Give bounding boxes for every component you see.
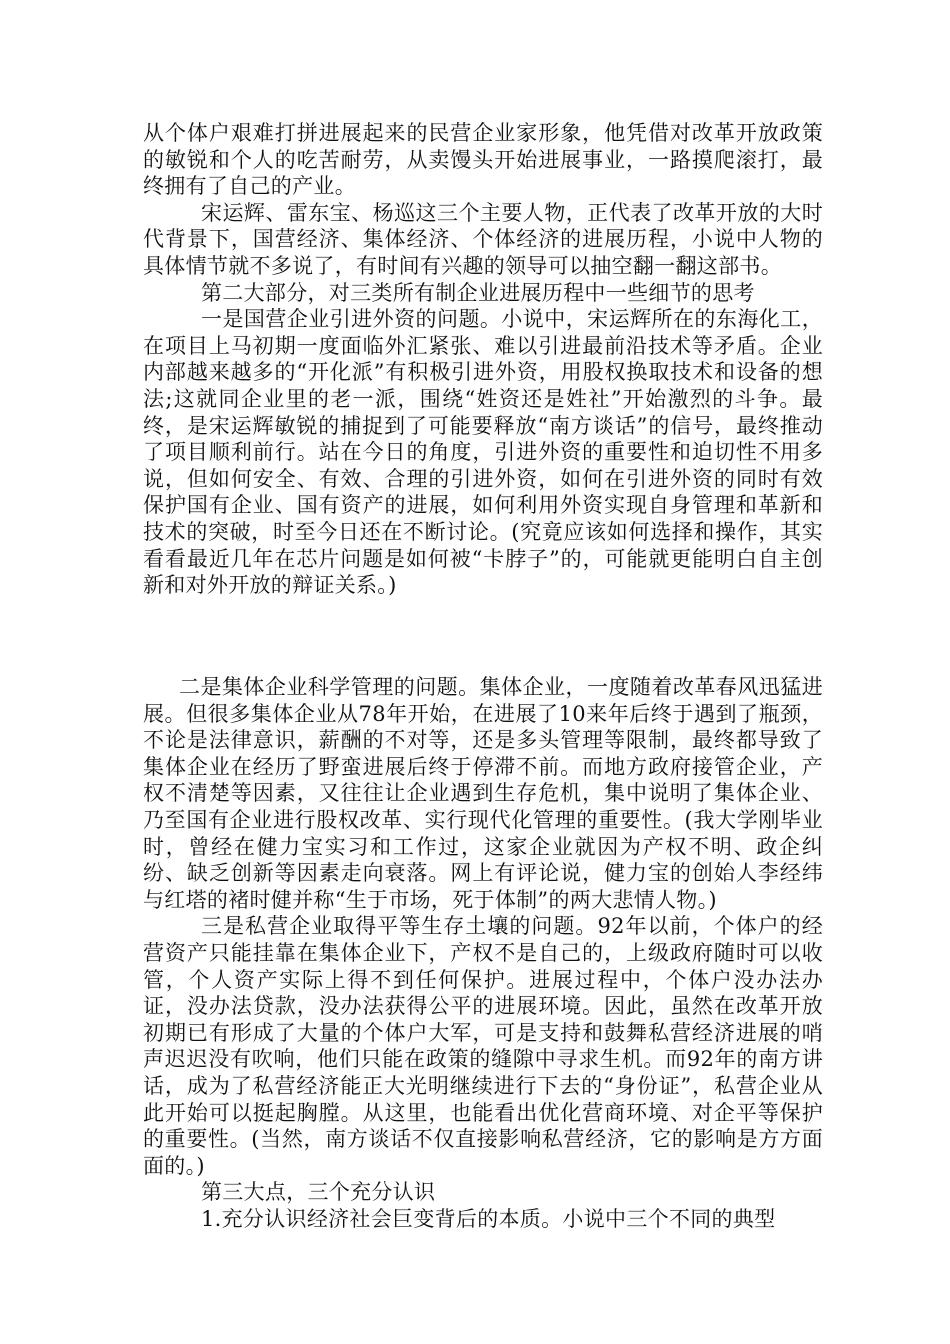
paragraph-collective-enterprise: 二是集体企业科学管理的问题。集体企业，一度随着改革春风迅猛进展。但很多集体企业从78年开始，在进展了10来年后终于遇到了瓶颈，不论是法律意识，薪酬的不对等，还是多头管理等限制，最终都导致了集体企业在经历了野蛮进展后终于停滞不前。而地方政府接管企业，产权不清楚等因素，又往往让企业遇到生存危机，集中说明了集体企业、乃至国有企业进行股权改革、实行现代化管理的重要性。(我大学刚毕业时，曾经在健力宝实习和工作过，这家企业就因为产权不明、政企纠纷、缺乏创新等因素走向衰落。网上有评论说，健力宝的创始人李经纬与红塔的褚时健并称“生于市场，死于体制”的两大悲情人物。) xyxy=(143,675,823,912)
paragraph-private-enterprise: 三是私营企业取得平等生存土壤的问题。92年以前，个体户的经营资产只能挂靠在集体企业下，产权不是自己的，上级政府随时可以收管，个人资产实际上得不到任何保护。进展过程中，个体户没办法办证，没办法贷款，没办法获得公平的进展环境。因此，虽然在改革开放初期已有形成了大量的个体户大军，可是支持和鼓舞私营经济进展的哨声迟迟没有吹响，他们只能在政策的缝隙中寻求生机。而92年的南方讲话，成为了私营经济能正大光明继续进行下去的“身份证”，私营企业从此开始可以挺起胸膛。从这里，也能看出优化营商环境、对企平等保护的重要性。(当然，南方谈话不仅直接影响私营经济，它的影响是方方面面的。) xyxy=(143,914,823,1178)
paragraph-main-characters: 宋运辉、雷东宝、杨巡这三个主要人物，正代表了改革开放的大时代背景下，国营经济、集体经济、个体经济的进展历程，小说中人物的具体情节就不多说了，有时间有兴趣的领导可以抽空翻一翻这部书。 xyxy=(143,200,823,278)
section-heading-part-three: 第三大点，三个充分认识 xyxy=(201,1180,436,1205)
section-heading-part-two: 第二大部分，对三类所有制企业进展历程中一些细节的思考 xyxy=(201,280,755,305)
paragraph-recognition-one: 1.充分认识经济社会巨变背后的本质。小说中三个不同的典型 xyxy=(201,1206,776,1231)
text-block-bottom xyxy=(143,674,823,1232)
paragraph-state-enterprise: 一是国营企业引进外资的问题。小说中，宋运辉所在的东海化工，在项目上马初期一度面临外汇紧张、难以引进最前沿技术等矛盾。企业内部越来越多的“开化派”有积极引进外资，用股权换取技术和设备的想法;这就同企业里的老一派，围绕“姓资还是姓社”开始激烈的斗争。最终，是宋运辉敏锐的捕捉到了可能要释放“南方谈话”的信号，最终推动了项目顺利前行。站在今日的角度，引进外资的重要性和迫切性不用多说，但如何安全、有效、合理的引进外资，如何在引进外资的同时有效保护国有企业、国有资产的进展，如何利用外资实现自身管理和革新和技术的突破，时至今日还在不断讨论。(究竟应该如何选择和操作，其实看看最近几年在芯片问题是如何被“卡脖子”的，可能就更能明白自主创新和对外开放的辩证关系。) xyxy=(143,307,823,598)
paragraph-intro-continued: 从个体户艰难打拼进展起来的民营企业家形象，他凭借对改革开放政策的敏锐和个人的吃苦耐劳，从卖馒头开始进展事业，一路摸爬滚打，最终拥有了自己的产业。 xyxy=(143,121,823,199)
text-block-top xyxy=(143,120,823,599)
